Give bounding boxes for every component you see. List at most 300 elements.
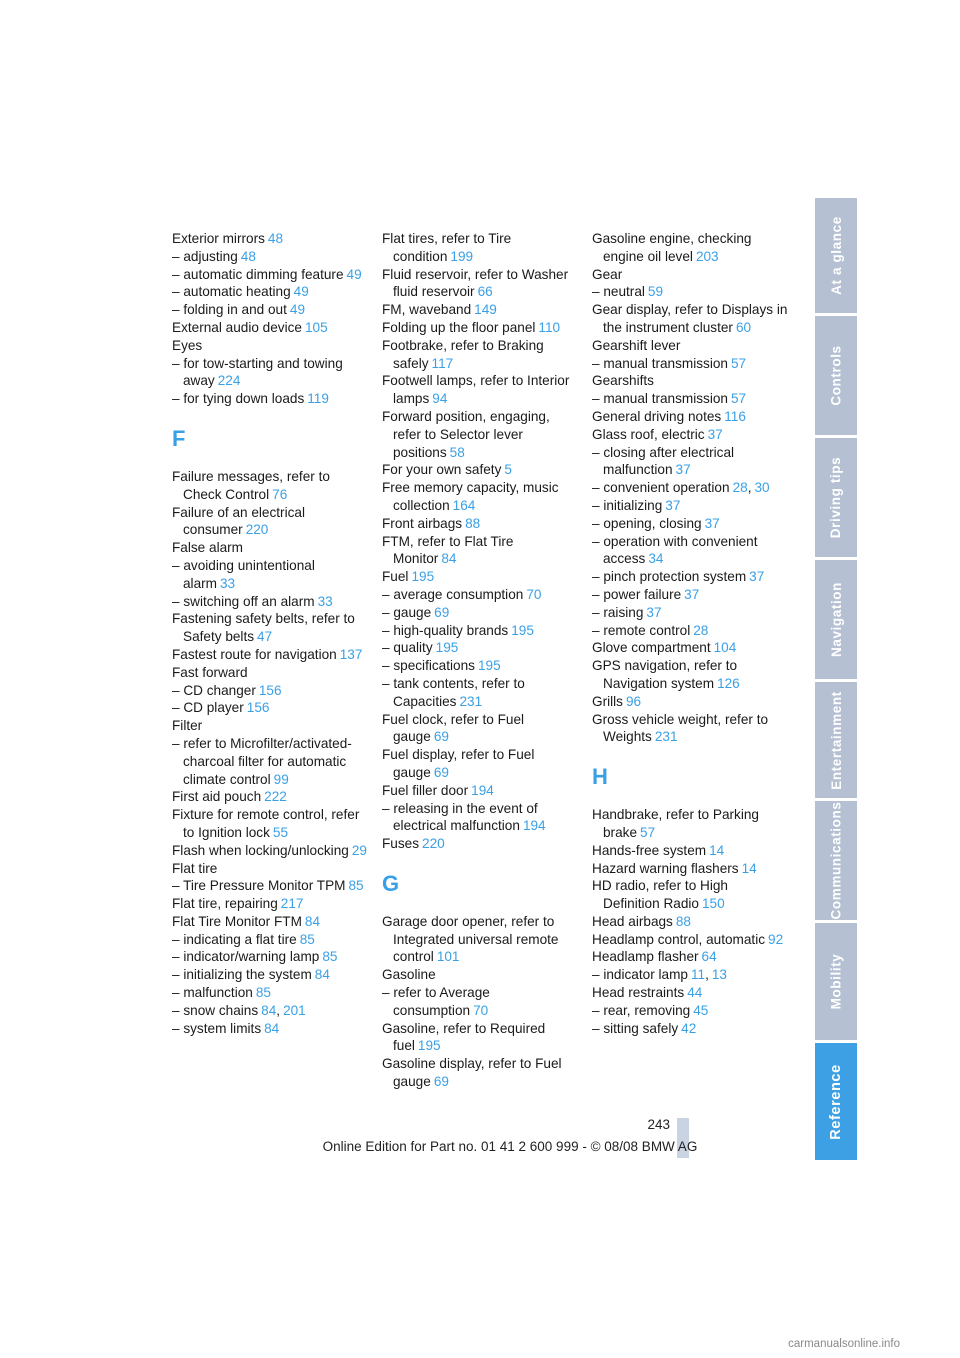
index-entry-text: First aid pouch <box>172 789 262 805</box>
index-entry <box>382 461 578 479</box>
index-entry-text: – refer to Microfilter/activated-charcoal filter for automatic climate control <box>172 735 352 787</box>
page-reference-link[interactable]: 222 <box>264 789 287 805</box>
page-reference-link[interactable]: 195 <box>411 569 435 585</box>
index-entry-text: Flat tire <box>172 860 218 876</box>
page-reference-link[interactable]: 45 <box>693 1002 709 1018</box>
index-entry <box>592 604 788 622</box>
page-reference-link[interactable]: 126 <box>717 675 740 691</box>
page-reference-separator: , <box>747 480 752 496</box>
page-reference-link[interactable]: 57 <box>731 355 747 371</box>
index-entry-text: For your own safety <box>382 462 502 478</box>
page-reference-link[interactable]: 47 <box>257 629 273 645</box>
index-entry <box>592 622 788 640</box>
index-entry <box>592 497 788 515</box>
page-reference-link[interactable]: 11 <box>690 967 706 983</box>
index-entry <box>592 842 788 860</box>
index-entry <box>592 408 788 426</box>
index-entry-text: False alarm <box>172 540 244 556</box>
page-reference-link[interactable]: 156 <box>246 700 270 716</box>
page-reference-link[interactable]: 13 <box>711 967 727 983</box>
index-entry-text: Gross vehicle weight, refer to Weights <box>592 711 769 745</box>
index-entry-text: – remote control <box>592 622 691 638</box>
index-entry-text: – opening, closing <box>592 515 702 531</box>
index-entry <box>172 355 368 391</box>
index-entry-text: Gasoline, refer to Required fuel <box>382 1020 546 1054</box>
index-entry <box>382 1020 578 1056</box>
page-reference-link[interactable]: 34 <box>648 551 664 567</box>
index-entry <box>172 1002 368 1020</box>
index-entry <box>592 515 788 533</box>
index-entry <box>172 913 368 931</box>
index-entry <box>172 984 368 1002</box>
index-entry-text: Forward position, engaging, refer to Selector lever positions <box>382 408 550 460</box>
index-entry <box>382 639 578 657</box>
index-entry <box>382 835 578 853</box>
index-entry <box>382 657 578 675</box>
page-reference-link[interactable]: 84 <box>304 913 321 929</box>
page-reference-link[interactable]: 69 <box>433 729 449 745</box>
index-entry-text: – sitting safely <box>592 1020 679 1036</box>
index-entry-text: – automatic heating <box>172 284 291 300</box>
page-reference-link[interactable]: 99 <box>273 771 289 787</box>
page-reference-separator: , <box>276 1002 281 1018</box>
section-tab-navigation[interactable] <box>815 560 857 679</box>
index-entry-text: – adjusting <box>172 248 238 264</box>
page-reference-link[interactable]: 195 <box>435 640 459 656</box>
index-entry <box>172 717 368 735</box>
index-entry <box>592 266 788 284</box>
page-reference-link[interactable]: 48 <box>240 248 256 264</box>
page-reference-link[interactable]: 30 <box>754 480 770 496</box>
page-reference-link[interactable]: 231 <box>459 693 483 709</box>
index-entry-text: Fluid reservoir, refer to Washer fluid reservoir <box>382 266 569 300</box>
index-entry <box>592 984 788 1002</box>
index-entry-text: Headlamp flasher <box>592 949 699 965</box>
index-entry <box>172 504 368 540</box>
index-entry-text: Gearshifts <box>592 373 654 389</box>
page-reference-link[interactable]: 84 <box>261 1002 277 1018</box>
index-entry-text: Footbrake, refer to Braking safely <box>382 337 544 371</box>
index-entry-text: – malfunction <box>172 985 253 1001</box>
index-letter-heading: F <box>172 425 186 451</box>
section-tab-communications[interactable] <box>815 801 857 920</box>
page-reference-link[interactable]: 105 <box>304 319 328 335</box>
index-entry-text: Failure of an electrical consumer <box>172 504 305 538</box>
index-entry-text: Fixture for remote control, refer to Ignition lock <box>172 807 360 840</box>
index-entry <box>592 931 788 949</box>
page-reference-link[interactable]: 164 <box>452 497 476 513</box>
index-entry-text: – for tying down loads <box>172 391 305 407</box>
index-entry <box>592 355 788 373</box>
index-entry-text: – folding in and out <box>172 302 287 318</box>
index-entry-text: Glass roof, electric <box>592 426 705 442</box>
index-entry <box>592 1002 788 1020</box>
index-entry-text: Fuses <box>382 836 420 852</box>
page-reference-link[interactable]: 37 <box>684 586 700 602</box>
index-entry <box>592 479 788 497</box>
page-reference-link[interactable]: 85 <box>255 985 271 1001</box>
page-reference-link[interactable]: 69 <box>434 604 450 620</box>
index-entry-text: Hands-free system <box>592 842 707 858</box>
index-entry-text: Garage door opener, refer to Integrated universal remote control <box>382 913 559 965</box>
index-entry-text: Gear <box>592 266 623 282</box>
page-reference-link[interactable]: 195 <box>417 1038 441 1054</box>
index-entry-text: – gauge <box>382 604 432 620</box>
index-entry-text: – initializing the system <box>172 967 312 983</box>
index-entry <box>172 895 368 913</box>
page-reference-link[interactable]: 14 <box>709 842 725 858</box>
index-entry-text: – indicator lamp <box>592 967 688 983</box>
index-entry-text: – power failure <box>592 586 682 602</box>
page-reference-link[interactable]: 69 <box>433 764 449 780</box>
index-entry <box>382 337 578 373</box>
index-entry-text: – tank contents, refer to Capacities <box>382 675 525 709</box>
page-reference-link[interactable]: 217 <box>280 896 304 912</box>
page-reference-link[interactable]: 137 <box>339 646 363 662</box>
footer-text: Online Edition for Part no. 01 41 2 600 999 - © 08/08 BMW AG <box>322 1139 698 1154</box>
index-entry-text: – indicator/warning lamp <box>172 949 320 965</box>
index-entry-text: Hazard warning flashers <box>592 860 739 876</box>
index-entry <box>382 586 578 604</box>
index-entry <box>172 860 368 878</box>
page-reference-link[interactable]: 194 <box>471 782 494 798</box>
index-letter-heading: H <box>592 764 608 790</box>
index-entry <box>592 337 788 355</box>
page-reference-link[interactable]: 66 <box>477 284 493 300</box>
page-reference-link[interactable]: 64 <box>701 949 717 965</box>
index-entry <box>172 593 368 611</box>
index-entry-text: – CD changer <box>172 682 256 698</box>
index-entry <box>172 735 368 788</box>
index-entry-text: – indicating a flat tire <box>172 931 297 947</box>
index-entry <box>172 468 368 504</box>
index-entry-text: Footwell lamps, refer to Interior lamps <box>382 373 570 407</box>
page-reference-link[interactable]: 33 <box>317 593 333 609</box>
page-reference-link[interactable]: 104 <box>713 640 737 656</box>
index-entry <box>592 301 788 337</box>
index-entry-text: Gear display, refer to Displays in the instrument cluster <box>592 302 788 335</box>
index-entry-text: Glove compartment <box>592 640 711 656</box>
index-entry <box>592 966 788 984</box>
index-entry <box>172 699 368 717</box>
index-entry-text: Front airbags <box>382 515 463 531</box>
index-entry-text: – pinch protection system <box>592 569 747 585</box>
page-reference-link[interactable]: 69 <box>433 1074 449 1090</box>
page-reference-link[interactable]: 70 <box>526 586 542 602</box>
index-entry-text: Gasoline <box>382 967 436 983</box>
page-reference-link[interactable]: 37 <box>675 462 691 478</box>
page-reference-link[interactable]: 28 <box>693 622 709 638</box>
page-reference-separator: , <box>705 967 709 983</box>
page-reference-link[interactable]: 60 <box>735 319 752 335</box>
page-reference-link[interactable]: 55 <box>272 824 289 840</box>
index-entry <box>382 746 578 782</box>
page-reference-link[interactable]: 37 <box>704 515 720 531</box>
footer <box>0 1139 960 1154</box>
index-entry-text: Fastest route for navigation <box>172 646 337 662</box>
section-tab-label: At a glance <box>828 216 844 295</box>
index-entry <box>382 479 578 515</box>
index-entry <box>172 248 368 266</box>
index-entry <box>592 586 788 604</box>
index-entry-text: Flat Tire Monitor FTM <box>172 913 302 929</box>
index-entry <box>172 966 368 984</box>
index-entry-text: Fuel display, refer to Fuel gauge <box>382 747 535 780</box>
section-tab-controls[interactable] <box>815 316 857 435</box>
index-entry <box>382 230 578 266</box>
section-tab-at-a-glance[interactable] <box>815 198 857 313</box>
index-entry <box>592 693 788 711</box>
index-entry-text: – snow chains <box>172 1002 259 1018</box>
index-entry <box>172 948 368 966</box>
index-entry-text: – raising <box>592 604 644 620</box>
page-reference-link[interactable]: 84 <box>441 551 457 567</box>
index-entry-text: Gasoline display, refer to Fuel gauge <box>382 1056 562 1090</box>
index-entry-text: Eyes <box>172 337 203 353</box>
index-entry-text: GPS navigation, refer to Navigation system <box>592 658 738 691</box>
index-entry <box>382 515 578 533</box>
index-entry-text: – switching off an alarm <box>172 593 315 609</box>
page-reference-link[interactable]: 194 <box>522 818 546 834</box>
index-entry-text: FM, waveband <box>382 302 472 318</box>
index-entry-text: Flash when locking/unlocking <box>172 842 349 858</box>
page-reference-link[interactable]: 57 <box>731 391 747 407</box>
section-tab-label: Entertainment <box>828 690 844 790</box>
index-entry <box>382 1055 578 1091</box>
page-reference-link[interactable]: 76 <box>272 486 288 502</box>
index-entry <box>172 610 368 646</box>
index-entry-text: HD radio, refer to High Definition Radio <box>592 878 728 912</box>
index-entry-text: – CD player <box>172 700 244 716</box>
index-entry-text: – closing after electrical malfunction <box>592 444 735 478</box>
index-entry-text: – average consumption <box>382 586 524 602</box>
index-entry <box>592 230 788 266</box>
index-entry-text: – releasing in the event of electrical malfunction <box>382 800 538 834</box>
index-entry-text: Flat tire, repairing <box>172 896 278 912</box>
index-entry <box>382 711 578 747</box>
index-entry-text: – system limits <box>172 1020 262 1036</box>
index-entry <box>172 931 368 949</box>
page-reference-link[interactable]: 88 <box>465 515 481 531</box>
index-entry-text: – quality <box>382 640 433 656</box>
index-entry-text: Fuel clock, refer to Fuel gauge <box>382 711 525 745</box>
index-entry <box>172 806 368 842</box>
index-entry <box>382 301 578 319</box>
page-reference-link[interactable]: 224 <box>217 373 241 389</box>
index-column-1 <box>172 230 368 1037</box>
index-entry <box>382 675 578 711</box>
section-tab-driving-tips[interactable] <box>815 438 857 557</box>
index-entry <box>382 913 578 966</box>
index-entry-text: – for tow-starting and towing away <box>172 355 343 389</box>
page-reference-link[interactable]: 84 <box>264 1020 280 1036</box>
watermark: carmanualsonline.info <box>788 1338 900 1350</box>
index-column-2 <box>382 230 578 1091</box>
page-reference-link[interactable]: 220 <box>245 522 269 538</box>
index-entry <box>592 913 788 931</box>
index-entry-text: Failure messages, refer to Check Control <box>172 468 330 502</box>
page-reference-link[interactable]: 150 <box>701 896 725 912</box>
page-reference-link[interactable]: 28 <box>732 480 748 496</box>
page-reference-link[interactable]: 49 <box>293 284 309 300</box>
index-entry <box>172 539 368 557</box>
page-reference-link[interactable]: 220 <box>422 836 445 852</box>
index-entry-text: – operation with convenient access <box>592 533 758 567</box>
index-entry <box>172 319 368 337</box>
index-entry <box>172 337 368 355</box>
page-reference-link[interactable]: 110 <box>538 319 561 335</box>
index-entry-text: Flat tires, refer to Tire condition <box>382 231 512 264</box>
index-entry-text: Grills <box>592 693 623 709</box>
page-number: 243 <box>647 1117 670 1132</box>
page-reference-link[interactable]: 49 <box>346 266 362 282</box>
index-entry <box>172 266 368 284</box>
index-entry <box>172 646 368 664</box>
index-entry-text: Exterior mirrors <box>172 231 265 246</box>
index-entry-text: General driving notes <box>592 408 722 424</box>
section-tab-label: Driving tips <box>828 456 844 539</box>
section-tab-label: Communications <box>828 801 844 920</box>
index-entry <box>172 390 368 408</box>
page-reference-link[interactable]: 149 <box>474 302 497 318</box>
page-reference-link[interactable]: 119 <box>307 391 329 407</box>
page-reference-link[interactable]: 231 <box>654 729 678 745</box>
index-entry-text: Filter <box>172 718 203 734</box>
page-reference-link[interactable]: 49 <box>289 302 306 318</box>
index-entry-text: – refer to Average consumption <box>382 985 490 1018</box>
page-reference-link[interactable]: 195 <box>511 622 534 638</box>
page-reference-link[interactable]: 84 <box>314 967 330 983</box>
section-tab-label: Reference <box>828 1063 844 1140</box>
page-reference-link[interactable]: 201 <box>283 1002 306 1018</box>
index-entry-text: – neutral <box>592 284 645 300</box>
page-reference-link[interactable]: 195 <box>477 658 501 674</box>
index-entry-text: – automatic dimming feature <box>172 266 344 282</box>
index-entry-text: – rear, removing <box>592 1002 691 1018</box>
index-entry <box>172 557 368 593</box>
page-reference-link[interactable]: 96 <box>625 693 642 709</box>
page-reference-link[interactable]: 70 <box>473 1002 489 1018</box>
index-entry <box>592 639 788 657</box>
index-entry <box>172 301 368 319</box>
index-entry-text: Gearshift lever <box>592 337 681 353</box>
page-reference-link[interactable]: 203 <box>695 248 719 264</box>
index-entry-text: – manual transmission <box>592 355 728 371</box>
page-reference-link[interactable]: 14 <box>741 860 757 876</box>
index-entry-text: FTM, refer to Flat Tire Monitor <box>382 533 514 567</box>
index-entry <box>172 1020 368 1038</box>
section-tab-entertainment[interactable] <box>815 682 857 798</box>
page-reference-link[interactable]: 48 <box>267 231 284 246</box>
page-reference-link[interactable]: 85 <box>299 931 315 947</box>
page-reference-link[interactable]: 116 <box>724 408 746 424</box>
index-entry <box>382 319 578 337</box>
page-reference-link[interactable]: 199 <box>450 248 474 264</box>
page-reference-link[interactable]: 37 <box>749 569 765 585</box>
index-entry <box>172 283 368 301</box>
index-entry <box>592 860 788 878</box>
index-entry-text: – initializing <box>592 497 663 513</box>
page-reference-link[interactable]: 92 <box>768 931 784 947</box>
page-reference-link[interactable]: 117 <box>431 355 454 371</box>
index-entry <box>172 682 368 700</box>
page-reference-link[interactable]: 37 <box>707 426 723 442</box>
index-column-3 <box>592 230 788 1037</box>
index-entry <box>382 372 578 408</box>
index-entry <box>172 877 368 895</box>
page-reference-link[interactable]: 37 <box>646 604 662 620</box>
index-letter-heading: G <box>382 870 400 896</box>
index-entry <box>592 711 788 747</box>
index-entry-text: External audio device <box>172 319 302 335</box>
index-entry-text: – Tire Pressure Monitor TPM <box>172 878 346 894</box>
page-reference-link[interactable]: 101 <box>436 949 460 965</box>
section-tab-mobility[interactable] <box>815 923 857 1040</box>
index-entry <box>172 788 368 806</box>
page-reference-link[interactable]: 5 <box>504 462 512 478</box>
index-entry <box>382 622 578 640</box>
index-entry <box>592 806 788 842</box>
index-entry <box>382 266 578 302</box>
index-entry-text: Fuel <box>382 569 409 585</box>
index-entry <box>592 283 788 301</box>
index-entry-text: Head restraints <box>592 985 685 1001</box>
index-entry-text: – specifications <box>382 658 475 674</box>
page-reference-link[interactable]: 29 <box>351 842 367 858</box>
index-entry <box>592 426 788 444</box>
index-entry-text: – avoiding unintentional alarm <box>172 557 315 591</box>
page-reference-link[interactable]: 85 <box>322 949 338 965</box>
page-reference-link[interactable]: 42 <box>681 1020 697 1036</box>
page-reference-link[interactable]: 33 <box>220 575 236 591</box>
index-entry <box>592 444 788 480</box>
page-reference-link[interactable]: 37 <box>665 497 681 513</box>
page-reference-link[interactable]: 57 <box>640 824 656 840</box>
index-entry-text: Free memory capacity, music collection <box>382 480 559 513</box>
index-entry <box>592 568 788 586</box>
index-entry-text: – convenient operation <box>592 480 730 496</box>
index-entry <box>592 390 788 408</box>
index-entry <box>382 408 578 461</box>
index-entry <box>382 782 578 800</box>
page-reference-link[interactable]: 58 <box>449 444 465 460</box>
index-entry <box>172 230 368 248</box>
index-entry-text: Folding up the floor panel <box>382 319 536 335</box>
index-entry <box>592 948 788 966</box>
index-entry <box>592 1020 788 1038</box>
page-reference-link[interactable]: 85 <box>348 878 364 894</box>
index-entry-text: Handbrake, refer to Parking brake <box>592 807 759 840</box>
index-entry <box>382 568 578 586</box>
section-tab-label: Mobility <box>828 953 844 1010</box>
index-entry <box>592 877 788 913</box>
page-reference-link[interactable]: 44 <box>687 985 703 1001</box>
index-entry-text: Head airbags <box>592 913 673 929</box>
page-reference-link[interactable]: 94 <box>432 391 448 407</box>
index-entry <box>382 604 578 622</box>
section-tab-label: Controls <box>828 345 844 406</box>
index-entry <box>172 842 368 860</box>
index-entry-text: Fast forward <box>172 664 248 680</box>
index-entry-text: Gasoline engine, checking engine oil level <box>592 231 752 264</box>
section-tab-label: Navigation <box>828 581 844 658</box>
index-entry <box>382 533 578 569</box>
index-entry-text: Fastening safety belts, refer to Safety belts <box>172 611 355 645</box>
page-reference-link[interactable]: 59 <box>647 284 664 300</box>
page-reference-link[interactable]: 88 <box>675 913 691 929</box>
page-reference-link[interactable]: 156 <box>258 682 282 698</box>
index-entry <box>382 966 578 984</box>
